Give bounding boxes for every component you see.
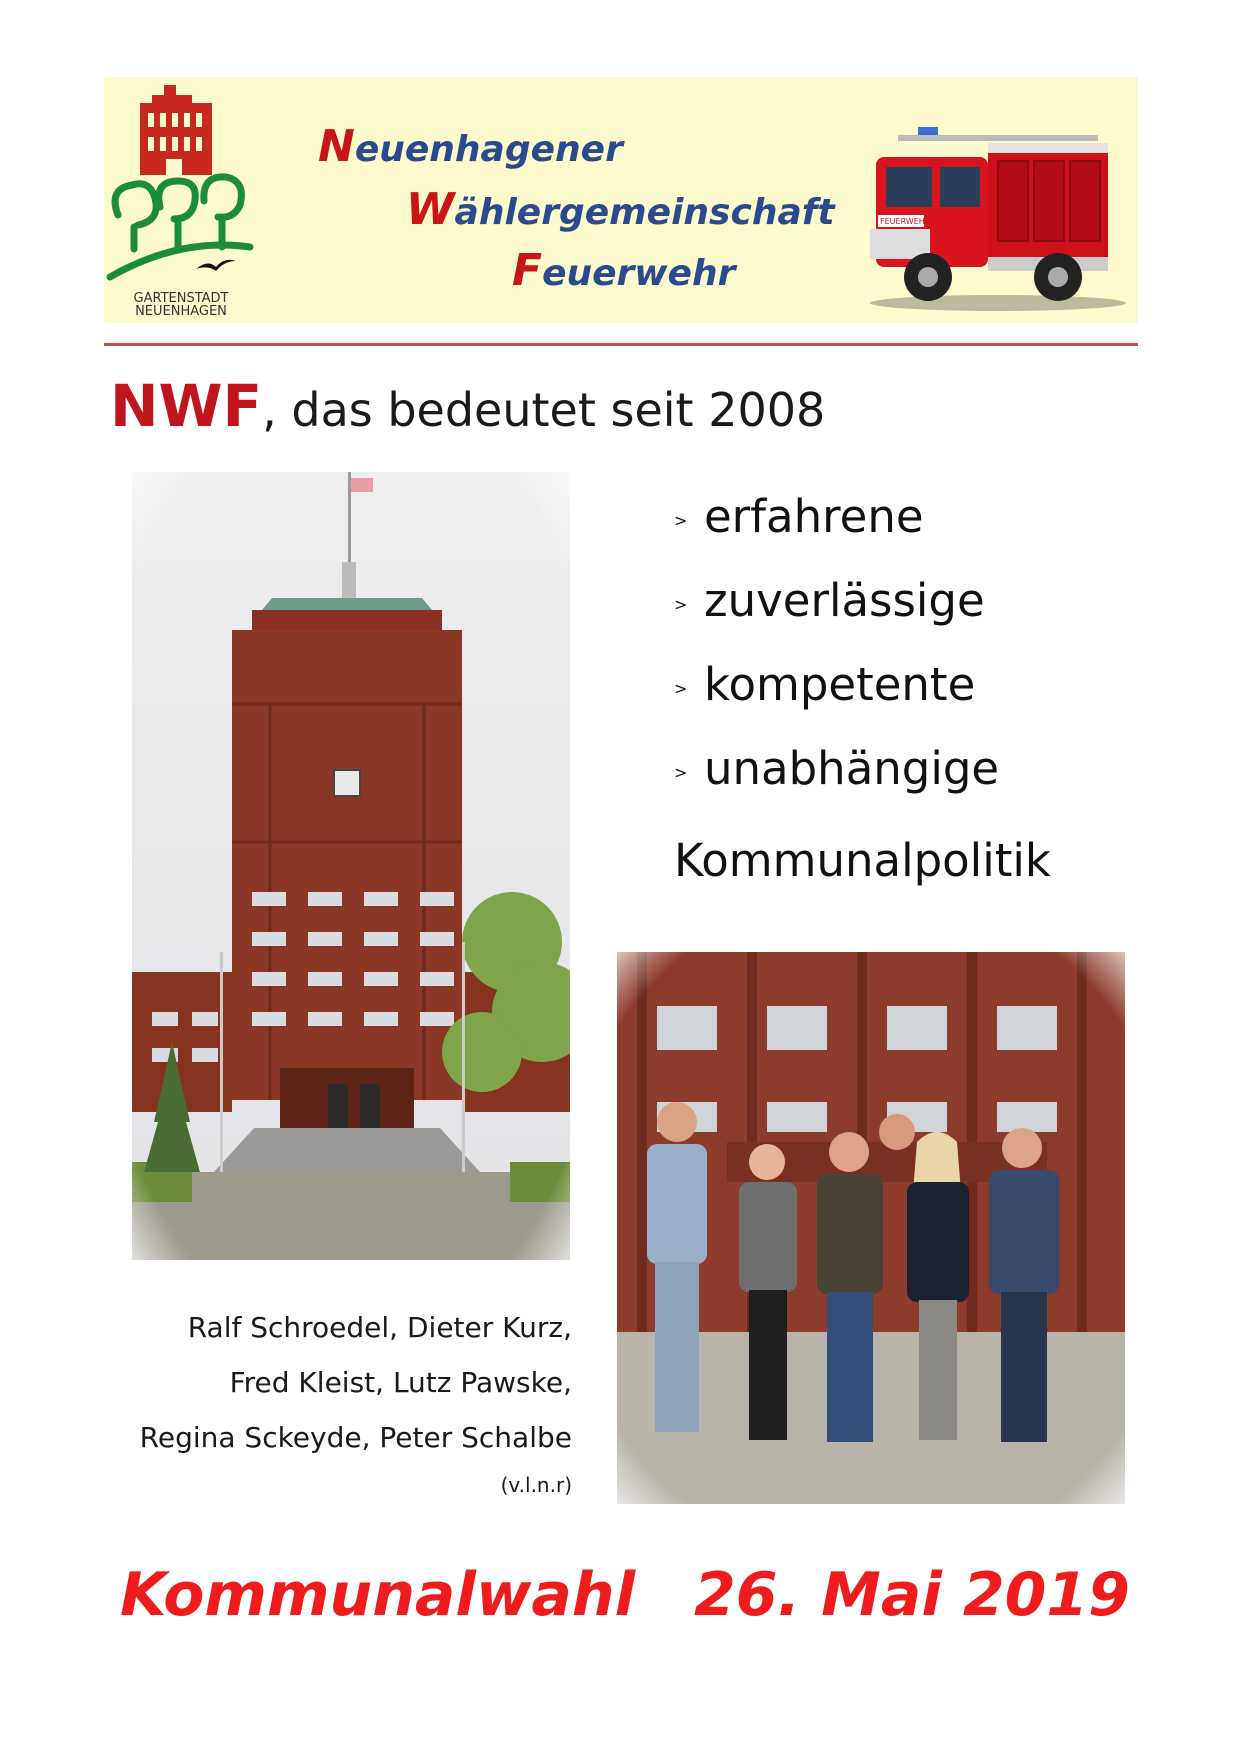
org-line1-initial: N bbox=[318, 121, 355, 172]
caption-line1: Ralf Schroedel, Dieter Kurz, bbox=[187, 1311, 572, 1344]
caption-line4: (v.l.n.r) bbox=[500, 1473, 572, 1497]
list-marker: > bbox=[674, 511, 688, 530]
caption-line2: Fred Kleist, Lutz Pawske, bbox=[229, 1366, 572, 1399]
list-item bbox=[674, 742, 999, 826]
logo-caption-line2: NEUENHAGEN bbox=[135, 304, 227, 319]
list-item-text: erfahrene bbox=[704, 490, 924, 543]
town-hall-tower-photo bbox=[132, 472, 570, 1260]
org-line3-rest: euerwehr bbox=[542, 253, 736, 294]
org-name-line3 bbox=[512, 245, 735, 296]
list-marker: > bbox=[674, 763, 688, 782]
headline-text: , das bedeutet seit 2008 bbox=[262, 383, 826, 437]
list-item-text: zuverlässige bbox=[704, 574, 985, 627]
list-item-text: unabhängige bbox=[704, 742, 1000, 795]
org-line2-initial: W bbox=[406, 184, 455, 235]
list-item bbox=[674, 574, 999, 658]
caption-line3: Regina Sckeyde, Peter Schalbe bbox=[139, 1421, 572, 1454]
qualities-list bbox=[674, 490, 999, 826]
list-item bbox=[674, 490, 999, 574]
org-line2-rest: ählergemeinschaft bbox=[454, 192, 835, 233]
group-photo bbox=[617, 952, 1125, 1504]
election-date: 26. Mai 2019 bbox=[694, 1560, 1130, 1630]
logo-caption-line1: GARTENSTADT bbox=[133, 291, 229, 306]
list-marker: > bbox=[674, 679, 688, 698]
list-item-text: kompetente bbox=[704, 658, 976, 711]
truck-label: FEUERWEHR bbox=[880, 217, 931, 226]
org-name-line1 bbox=[318, 121, 623, 172]
headline bbox=[110, 372, 825, 440]
org-name-line2 bbox=[406, 184, 835, 235]
header-banner bbox=[104, 77, 1138, 323]
fire-truck-image bbox=[858, 117, 1128, 317]
list-marker: > bbox=[674, 595, 688, 614]
photo-caption bbox=[104, 1300, 572, 1505]
headline-abbreviation: NWF bbox=[110, 372, 263, 440]
closing-word: Kommunalpolitik bbox=[674, 834, 1051, 887]
org-line1-rest: euenhagener bbox=[354, 129, 623, 170]
header-divider bbox=[104, 343, 1138, 346]
election-title: Kommunalwahl bbox=[120, 1560, 636, 1630]
list-item bbox=[674, 658, 999, 742]
org-line3-initial: F bbox=[512, 245, 543, 296]
